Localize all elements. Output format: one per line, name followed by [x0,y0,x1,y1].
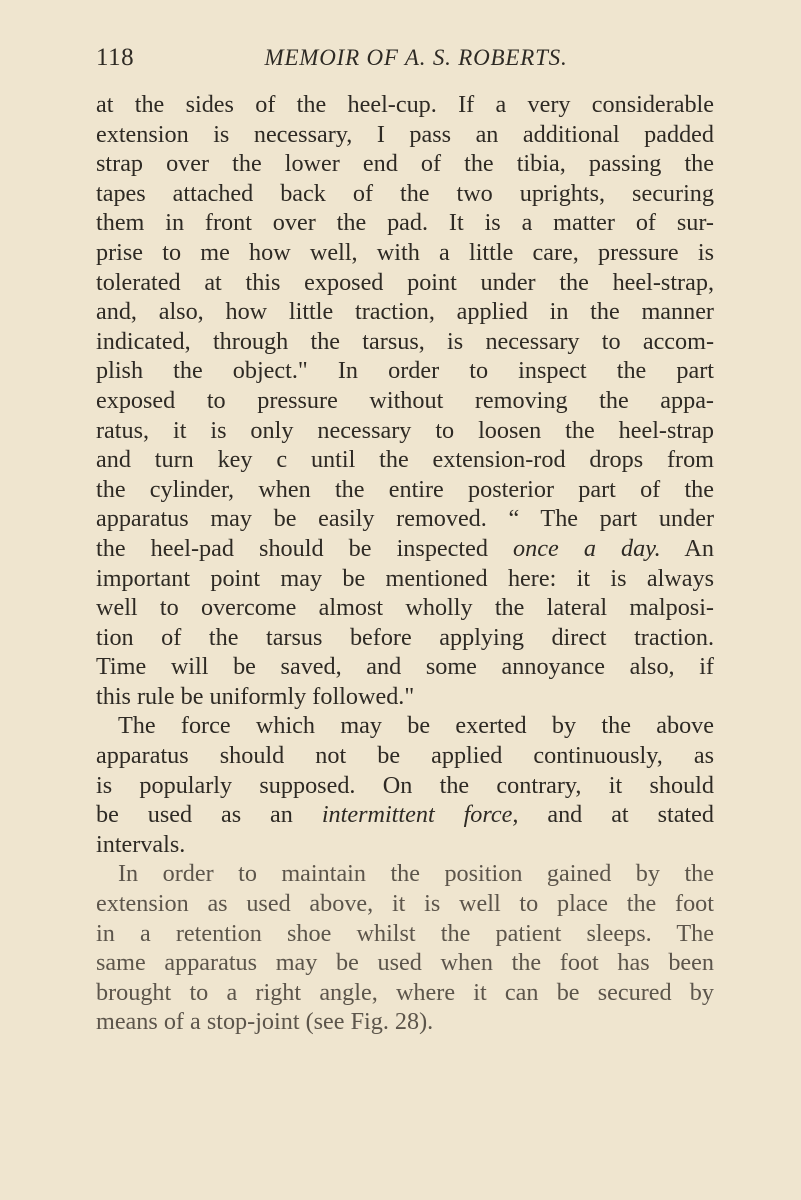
text-run: be used as an [96,801,322,829]
text-line-mixed [96,800,714,830]
running-head: MEMOIR OF A. S. ROBERTS. [264,45,568,70]
text-line: same apparatus may be used when the foot has been [96,949,714,977]
text-line: tolerated at this exposed point under the heel-strap, [96,268,714,296]
text-line: strap over the lower end of the tibia, passing the [96,150,714,178]
text-line: and turn key c until the extension-rod drops from [96,446,714,474]
text-line: apparatus may be easily removed. “ The part under [96,505,714,533]
text-line: important point may be mentioned here: it is always [96,564,714,592]
emphasis-text: intermittent force, [321,801,519,829]
text-line: in a retention shoe whilst the patient sleeps. The [96,919,714,947]
page-header [96,40,716,76]
text-run: and at stated [518,801,714,829]
page-number: 118 [96,44,135,71]
text-line: means of a stop-joint (see Fig. 28). [96,1008,434,1036]
text-line: brought to a right angle, where it can be secured by [96,978,714,1006]
text-line: them in front over the pad. It is a matter of sur- [96,209,714,237]
text-run: the heel-pad should be inspected [96,534,514,562]
text-line: intervals. [96,830,186,858]
text-line: ratus, it is only necessary to loosen the heel-strap [96,416,714,444]
text-line: Time will be saved, and some annoyance also, if [96,653,714,681]
text-line: apparatus should not be applied continuously, as [96,742,714,770]
body-text [96,90,714,1037]
text-line: this rule be uniformly followed." [96,682,415,710]
text-line: exposed to pressure without removing the appa- [96,386,714,414]
text-line: well to overcome almost wholly the lateral malposi- [96,594,714,622]
text-line: plish the object." In order to inspect the part [96,357,714,385]
text-line: is popularly supposed. On the contrary, it should [96,771,714,799]
text-line: the cylinder, when the entire posterior part of the [96,475,714,503]
text-line: In order to maintain the position gained by the [118,860,714,888]
emphasis-text: once a day. [513,534,661,562]
text-line: indicated, through the tarsus, is necessary to accom- [96,327,714,355]
text-line: tapes attached back of the two uprights, securing [96,179,714,207]
text-run: An [660,534,714,562]
text-line: tion of the tarsus before applying direct traction. [96,623,714,651]
text-line: extension as used above, it is well to place the foot [96,890,714,918]
text-line: and, also, how little traction, applied in the manner [96,298,714,326]
text-line: at the sides of the heel-cup. If a very considerable [96,91,714,118]
text-line-mixed [96,534,714,564]
text-line: The force which may be exerted by the above [118,712,714,740]
text-line: prise to me how well, with a little care, pressure is [96,238,714,266]
text-line: extension is necessary, I pass an additional padded [96,120,714,148]
